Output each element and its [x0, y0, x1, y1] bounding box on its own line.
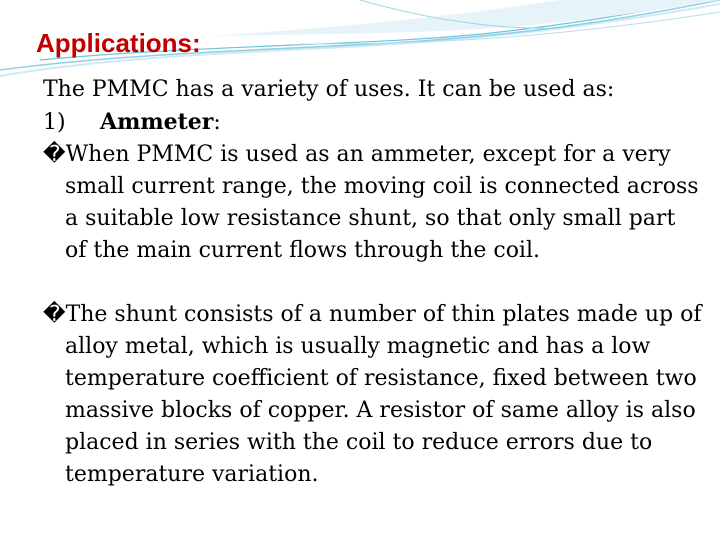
bullet-paragraph-1: [43, 139, 703, 267]
item-suffix: :: [213, 110, 221, 135]
intro-text: The PMMC has a variety of uses. It can be used as:: [43, 77, 615, 102]
slide-title: Applications:: [36, 28, 201, 58]
bullet-paragraph-2: [43, 299, 703, 491]
bullet-marker-icon: �: [43, 142, 66, 167]
bullet-text-2: The shunt consists of a number of thin plates made up of alloy metal, which is usually magnetic and has a low temperature coefficient of resistance, fixed between two massive blocks of copper. A resistor of same alloy is also placed in series with the coil to reduce errors due to temperature variation.: [65, 302, 702, 487]
numbered-item: [43, 106, 703, 139]
item-number: 1): [43, 110, 66, 135]
bullet-marker-icon: �: [43, 302, 66, 327]
item-label: Ammeter: [100, 109, 214, 135]
slide-body: [43, 74, 703, 491]
bullet-text-1: When PMMC is used as an ammeter, except for a very small current range, the moving coil is connected across a suitable low resistance shunt, so that only small part of the main current flows through the coil.: [65, 142, 699, 263]
